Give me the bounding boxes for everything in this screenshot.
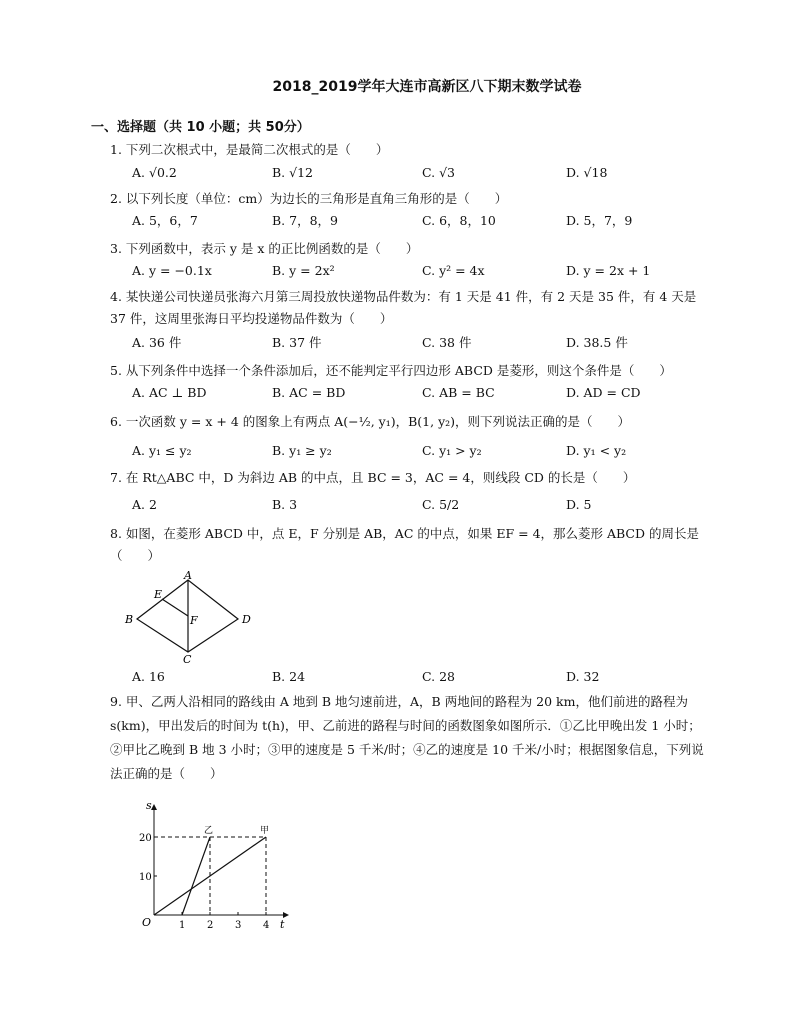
- option-c: C. 28: [422, 669, 455, 684]
- option-a: A. 16: [132, 669, 165, 684]
- question-8: 8. 如图，在菱形 ABCD 中，点 E，F 分别是 AB，AC 的中点，如果 EF = 4，那么菱形 ABCD 的周长是（ ）: [110, 526, 699, 563]
- option-c: C. y² = 4x: [422, 263, 485, 278]
- distance-time-graph: [130, 795, 300, 945]
- option-b: B. √12: [272, 165, 314, 180]
- exam-title: 2018_2019学年大连市高新区八下期末数学试卷: [272, 79, 582, 95]
- x-tick-label-1: 1: [179, 920, 186, 931]
- option-b: B. AC = BD: [272, 385, 346, 400]
- options-3: [132, 260, 712, 282]
- options-5: [132, 382, 712, 404]
- option-b: B. y = 2x²: [272, 263, 335, 278]
- option-d: D. y₁ < y₂: [566, 443, 627, 458]
- x-axis-label: t: [280, 918, 285, 931]
- option-c: C. y₁ > y₂: [422, 443, 482, 458]
- line-label-yi: 乙: [204, 826, 214, 836]
- x-tick-label-2: 2: [207, 920, 214, 931]
- option-a: A. 36 件: [132, 335, 182, 350]
- label-a: A: [184, 569, 192, 582]
- question-4: 4. 某快递公司快递员张海六月第三周投放快递物品件数为：有 1 天是 41 件，有 2 天是 35 件，有 4 天是 37 件，这周里张海日平均投递物品件数为（ ）: [110, 289, 697, 326]
- label-e: E: [154, 588, 163, 601]
- question-9: 9. 甲、乙两人沿相同的路线由 A 地到 B 地匀速前进，A，B 两地间的路程为 20 km，他们前进的路程为 s(km)，甲出发后的时间为 t(h)，甲、乙前进的路程与时间的函数图象如图所示．①乙比甲晚出发 1 小时；②甲比乙晚到 B 地 3 小时；③甲的速度是 5 千米/时；④乙的速度是 10 千米/小时；根据图象信息，下列说法正确的是（ ）: [110, 694, 704, 781]
- option-c: C. 5/2: [422, 497, 460, 512]
- option-d: D. 38.5 件: [566, 335, 628, 350]
- option-b: B. 7，8，9: [272, 213, 338, 228]
- question-7: 7. 在 Rt△ABC 中，D 为斜边 AB 的中点，且 BC = 3，AC = 4，则线段 CD 的长是（ ）: [110, 470, 636, 485]
- x-tick-label-4: 4: [263, 920, 270, 931]
- options-2: [132, 210, 712, 232]
- options-7: [132, 494, 712, 516]
- rhombus-figure: [118, 568, 268, 668]
- option-c: C. 6，8，10: [422, 213, 496, 228]
- option-d: D. y = 2x + 1: [566, 263, 651, 278]
- question-5: 5. 从下列条件中选择一个条件添加后，还不能判定平行四边形 ABCD 是菱形，则这个条件是（ ）: [110, 363, 672, 378]
- x-tick-label-3: 3: [235, 920, 242, 931]
- option-a: A. √0.2: [132, 165, 177, 180]
- label-f: F: [190, 614, 198, 627]
- option-c: C. AB = BC: [422, 385, 495, 400]
- series-line-乙: [182, 837, 210, 915]
- option-b: B. 37 件: [272, 335, 322, 350]
- y-tick-label-10: 10: [139, 872, 152, 883]
- option-a: A. AC ⊥ BD: [132, 385, 207, 400]
- question-6: 6. 一次函数 y = x + 4 的图象上有两点 A(−½, y₁)，B(1, y₂)，则下列说法正确的是（ ）: [110, 414, 631, 429]
- options-8: [132, 666, 712, 688]
- option-d: D. 5: [566, 497, 592, 512]
- options-1: [132, 162, 712, 184]
- option-d: D. AD = CD: [566, 385, 641, 400]
- question-1: 1. 下列二次根式中，是最简二次根式的是（ ）: [110, 142, 389, 157]
- question-3: 3. 下列函数中，表示 y 是 x 的正比例函数的是（ ）: [110, 241, 419, 256]
- line-label-jia: 甲: [260, 826, 270, 836]
- segment-ef: [162, 599, 188, 616]
- option-c: C. 38 件: [422, 335, 472, 350]
- option-d: D. √18: [566, 165, 608, 180]
- y-tick-label-20: 20: [139, 833, 152, 844]
- question-2: 2. 以下列长度（单位：cm）为边长的三角形是直角三角形的是（ ）: [110, 191, 508, 206]
- option-d: D. 5，7，9: [566, 213, 633, 228]
- section-heading: 一、选择题（共 10 小题；共 50分）: [91, 120, 310, 135]
- label-c: C: [183, 653, 192, 666]
- option-a: A. y = −0.1x: [132, 263, 212, 278]
- origin-label: O: [142, 916, 152, 929]
- option-a: A. 5，6，7: [132, 213, 198, 228]
- options-4: [132, 332, 712, 354]
- label-b: B: [125, 613, 134, 626]
- options-6: [132, 440, 712, 462]
- option-a: A. 2: [132, 497, 157, 512]
- option-b: B. y₁ ≥ y₂: [272, 443, 332, 458]
- option-a: A. y₁ ≤ y₂: [132, 443, 192, 458]
- option-b: B. 3: [272, 497, 298, 512]
- option-d: D. 32: [566, 669, 600, 684]
- option-b: B. 24: [272, 669, 306, 684]
- option-c: C. √3: [422, 165, 455, 180]
- y-axis-label: s: [146, 799, 152, 812]
- label-d: D: [242, 613, 251, 626]
